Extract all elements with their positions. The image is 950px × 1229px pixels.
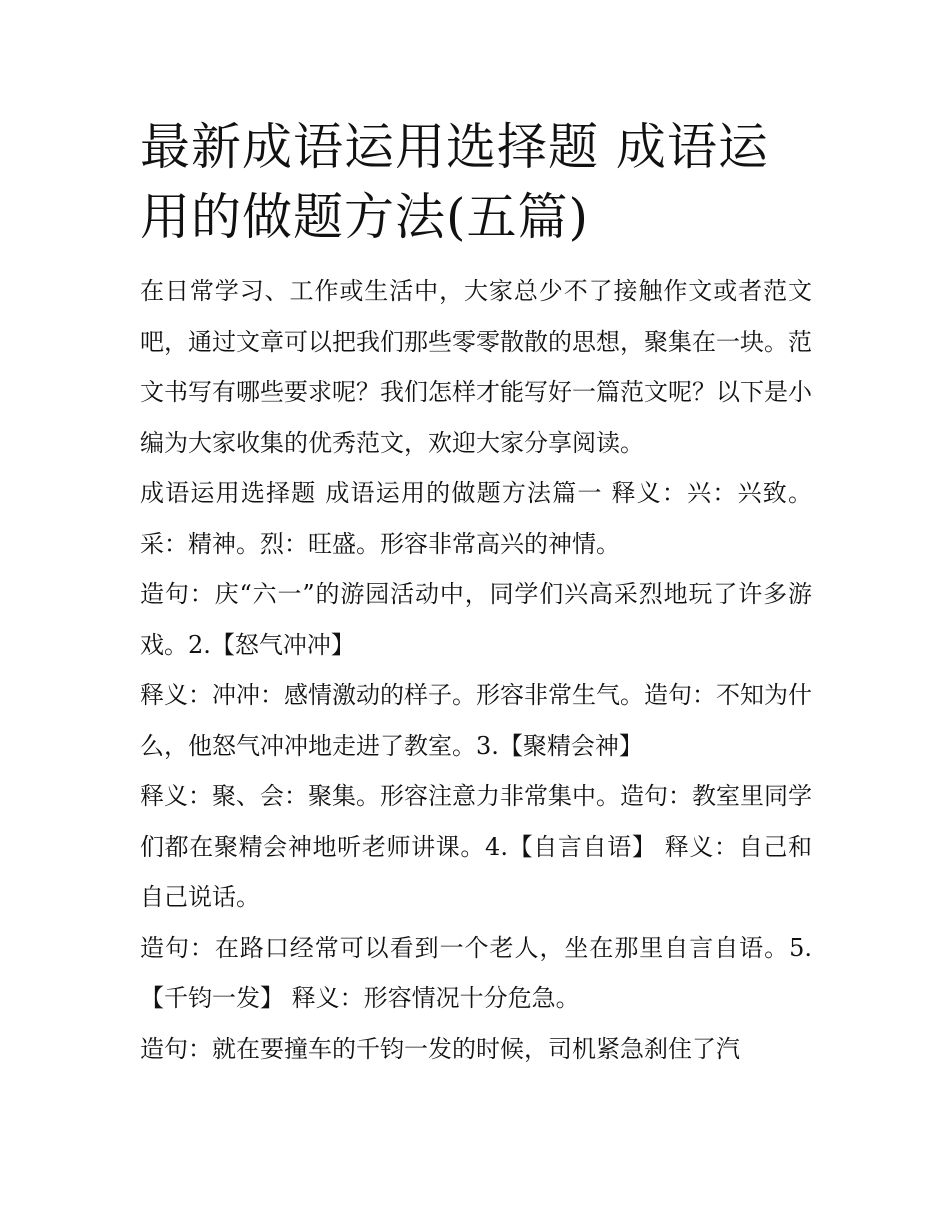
paragraph-4: 释义：聚、会：聚集。形容注意力非常集中。造句：教室里同学们都在聚精会神地听老师讲课。4.【自言自语】 释义：自己和自己说话。	[140, 782, 812, 911]
document-body	[140, 112, 812, 1074]
paragraph-6: 造句：就在要撞车的千钧一发的时候，司机紧急刹住了汽	[140, 1034, 740, 1063]
paragraph-3: 释义：冲冲：感情激动的样子。形容非常生气。造句：不知为什么，他怒气冲冲地走进了教室。3.【聚精会神】	[140, 681, 812, 760]
document-title: 最新成语运用选择题 成语运用的做题方法(五篇)	[140, 118, 769, 246]
paragraph-1: 成语运用选择题 成语运用的做题方法篇一 释义：兴：兴致。采：精神。烈：旺盛。形容非常高兴的神情。	[140, 479, 812, 558]
paragraph-2: 造句：庆“六一”的游园活动中，同学们兴高采烈地玩了许多游戏。2.【怒气冲冲】	[140, 580, 812, 659]
paragraph-intro: 在日常学习、工作或生活中，大家总少不了接触作文或者范文吧，通过文章可以把我们那些零零散散的思想，聚集在一块。范文书写有哪些要求呢？我们怎样才能写好一篇范文呢？以下是小编为大家收集的优秀范文，欢迎大家分享阅读。	[140, 277, 812, 457]
paragraph-5: 造句：在路口经常可以看到一个老人，坐在那里自言自语。5.【千钧一发】 释义：形容情况十分危急。	[140, 933, 812, 1012]
